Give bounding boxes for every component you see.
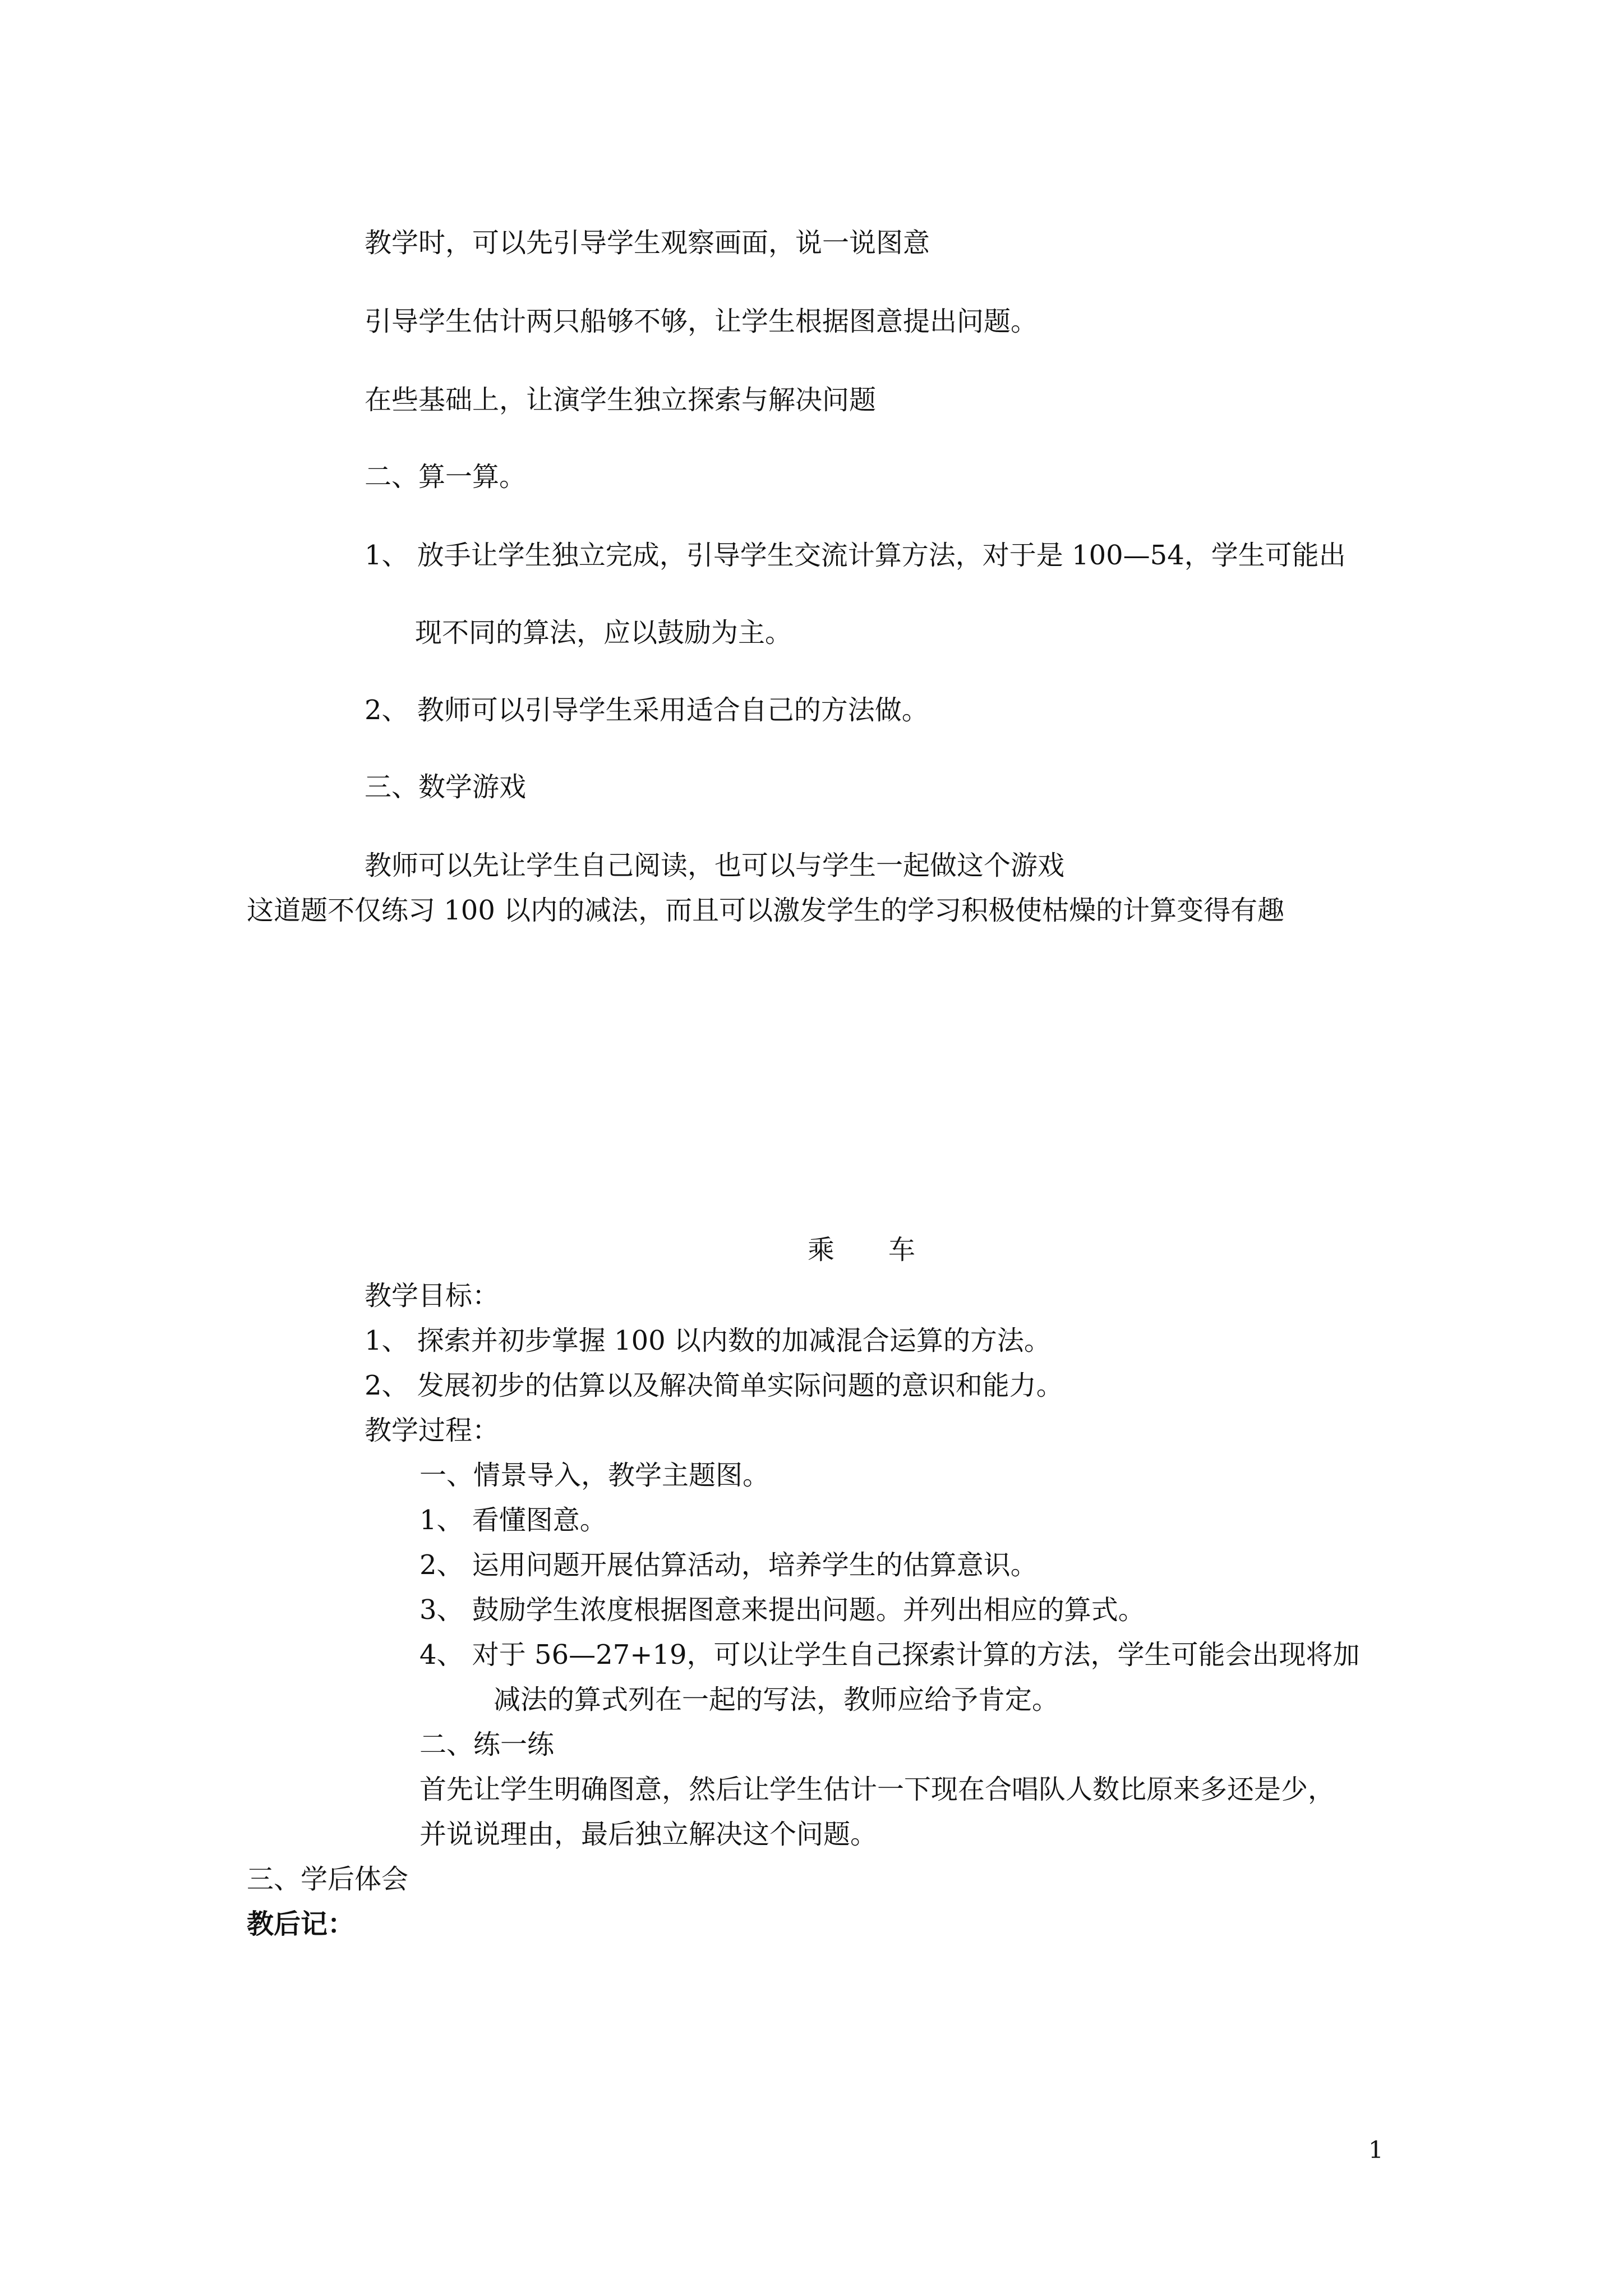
- goals-heading: 教学目标：: [365, 1280, 500, 1312]
- lesson-title: 乘 车: [808, 1234, 916, 1266]
- notes-label: 教后记：: [247, 1908, 355, 1940]
- goal-item: 1、 探索并初步掌握 100 以内数的加减混合运算的方法。: [365, 1325, 1051, 1356]
- goal-item: 2、 发展初步的估算以及解决简单实际问题的意识和能力。: [365, 1370, 1063, 1401]
- paragraph: 教学时，可以先引导学生观察画面，说一说图意: [365, 227, 930, 259]
- paragraph: 教师可以先让学生自己阅读，也可以与学生一起做这个游戏: [365, 850, 1065, 881]
- step-item: 1、 看懂图意。: [419, 1504, 607, 1536]
- process-heading: 教学过程：: [365, 1415, 500, 1446]
- list-item-continuation: 现不同的算法，应以鼓励为主。: [415, 617, 792, 648]
- practice-heading: 二、练一练: [419, 1729, 555, 1760]
- section-heading: 二、算一算。: [365, 461, 527, 493]
- reflection-heading: 三、学后体会: [247, 1864, 409, 1895]
- paragraph: 在些基础上，让演学生独立探索与解决问题: [365, 384, 877, 416]
- page-number: 1: [1368, 2136, 1384, 2164]
- list-item: 1、 放手让学生独立完成，引导学生交流计算方法，对于是 100—54，学生可能出: [365, 540, 1346, 571]
- practice-text: 并说说理由，最后独立解决这个问题。: [419, 1819, 878, 1850]
- paragraph: 这道题不仅练习 100 以内的减法，而且可以激发学生的学习积极使枯燥的计算变得有趣: [247, 895, 1285, 926]
- step-heading: 一、情景导入，教学主题图。: [419, 1460, 770, 1491]
- list-item: 2、 教师可以引导学生采用适合自己的方法做。: [365, 694, 929, 726]
- practice-text: 首先让学生明确图意，然后让学生估计一下现在合唱队人数比原来多还是少，: [419, 1774, 1335, 1805]
- step-item: 2、 运用问题开展估算活动，培养学生的估算意识。: [419, 1549, 1038, 1581]
- step-item: 4、 对于 56—27+19，可以让学生自己探索计算的方法，学生可能会出现将加: [419, 1639, 1360, 1671]
- section-heading: 三、数学游戏: [365, 771, 527, 803]
- step-item-continuation: 减法的算式列在一起的写法，教师应给予肯定。: [494, 1684, 1059, 1715]
- step-item: 3、 鼓励学生浓度根据图意来提出问题。并列出相应的算式。: [419, 1594, 1145, 1626]
- paragraph: 引导学生估计两只船够不够，让学生根据图意提出问题。: [365, 306, 1038, 337]
